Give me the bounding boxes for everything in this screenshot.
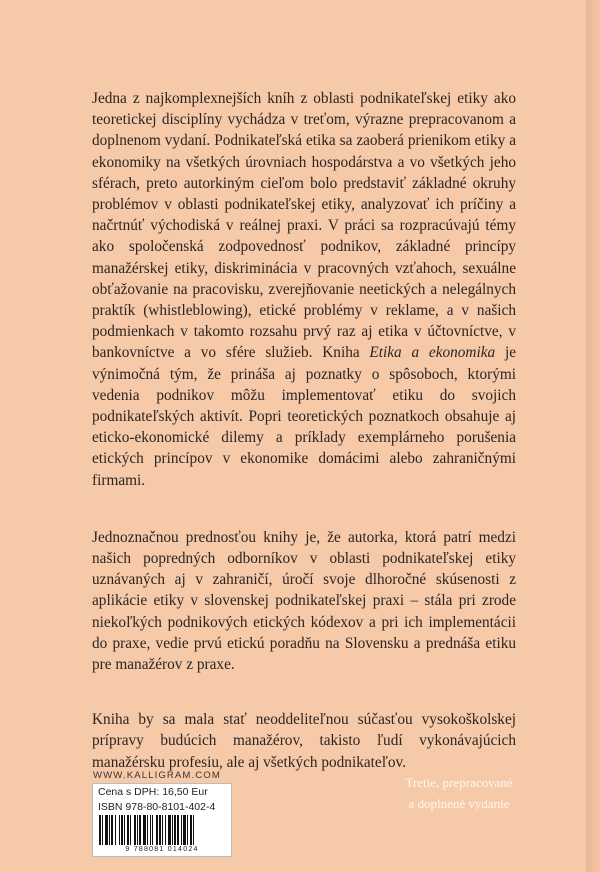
barcode-bar xyxy=(177,815,179,845)
barcode-bar xyxy=(134,815,136,845)
barcode-bar xyxy=(193,815,194,845)
back-cover-blurb xyxy=(92,88,516,773)
barcode-label xyxy=(92,783,232,857)
barcode-bar xyxy=(143,815,146,845)
blurb-paragraph-1-end: je výnimočná tým, že prináša aj poznatky o spôsoboch, ktorými vedenia podnikov môžu implementovať etiku do svojich podnikateľských aktivít. Popri teoretických poznatkoch obsahuje aj eticko-ekonomické dilemy a príklady exemplárneho porušenia etických princípov v ekonomike domácimi alebo zahraničnými firmami. xyxy=(92,344,516,489)
barcode-bar xyxy=(139,815,141,845)
barcode-bar xyxy=(102,815,103,845)
blurb-paragraph-2: Jednoznačnou prednosťou knihy je, že autorka, ktorá patrí medzi našich popredných odborníkov v oblasti podnikateľskej etiky uznávaných aj v zahraničí, úročí svoje dlhoročné skúsenosti z aplikácie etiky v slovenskej podnikateľskej praxi – stála pri zrode niekoľkých podnikových etických kódexov a pri ich implementácii do praxe, vedie prvú etickú poradňu na Slovensku a prednáša etiku pre manažérov z praxe. xyxy=(92,528,516,674)
barcode-bar xyxy=(168,815,171,845)
barcode-bar xyxy=(147,815,148,845)
barcode-bar xyxy=(111,815,113,845)
barcode-bar xyxy=(183,815,186,845)
blurb-paragraph-1-start: Jedna z najkomplexnejších kníh z oblasti podnikateľskej etiky ako teoretickej disciplíny vychádza v treťom, výrazne prepracovanom a doplnenom vydaní. Podnikateľská etika sa zaoberá prienikom etiky a ekonomiky na všetkých úrovniach hospodárstva a vo všetkých jeho sférach, preto autorkiným cieľom bolo predstaviť základné okruhy problémov v oblasti podnikateľskej etiky, analyzovať ich príčiny a načrtnúť východiská v reálnej praxi. V práci sa rozpracúvajú témy ako spoločenská zodpovednosť podnikov, základné princípy manažérskej etiky, diskriminácia v pracovných vzťahoch, sexuálne obťažovanie na pracovisku, zverejňovanie neetických a nelegálnych praktík (whistleblowing), etické problémy v reklame, a v našich podmienkach v takomto rozsahu prvý raz aj etika v účtovníctve, v bankovníctve a vo sfére služieb. Kniha xyxy=(92,90,516,362)
price-label: Cena s DPH: 16,50 Eur xyxy=(98,786,208,798)
barcode-bar xyxy=(109,815,110,845)
blurb-paragraph-1 xyxy=(92,88,516,491)
barcode-bar xyxy=(121,815,123,845)
barcode-bar xyxy=(130,815,131,845)
book-spine-edge xyxy=(586,0,600,872)
barcode-bar xyxy=(105,815,108,845)
barcode-bar xyxy=(115,815,116,845)
barcode-bar xyxy=(156,815,158,845)
barcode-bar xyxy=(127,815,129,845)
barcode-bar xyxy=(99,815,101,845)
isbn-label: ISBN 978-80-8101-402-4 xyxy=(98,801,216,813)
barcode-bar xyxy=(165,815,166,845)
barcode-bar xyxy=(172,815,173,845)
barcode-bar xyxy=(119,815,120,845)
book-title-mention: Etika a ekonomika xyxy=(369,344,496,362)
edition-note xyxy=(384,772,534,814)
publisher-url: WWW.KALLIGRAM.COM xyxy=(93,770,221,781)
barcode-bar xyxy=(137,815,138,845)
barcode-icon xyxy=(97,815,227,845)
edition-line-2: a doplnené vydanie xyxy=(408,796,510,811)
barcode-bar xyxy=(187,815,188,845)
barcode-bar xyxy=(190,815,192,845)
edition-line-1: Tretie, prepracované xyxy=(405,775,513,790)
barcode-bar xyxy=(150,815,151,845)
barcode-bar xyxy=(152,815,153,845)
barcode-bar xyxy=(174,815,176,845)
barcode-bar xyxy=(159,815,161,845)
blurb-paragraph-3: Kniha by sa mala stať neoddeliteľnou súčasťou vysokoškolskej prípravy budúcich manažérov, takisto ľudí vykonávajúcich manažérsku profesiu, ale aj všetkých podnikateľov. xyxy=(92,711,516,771)
barcode-digits: 9 788081 014024 xyxy=(125,846,199,853)
barcode-bar xyxy=(181,815,182,845)
barcode-bar xyxy=(124,815,125,845)
barcode-bar xyxy=(162,815,163,845)
